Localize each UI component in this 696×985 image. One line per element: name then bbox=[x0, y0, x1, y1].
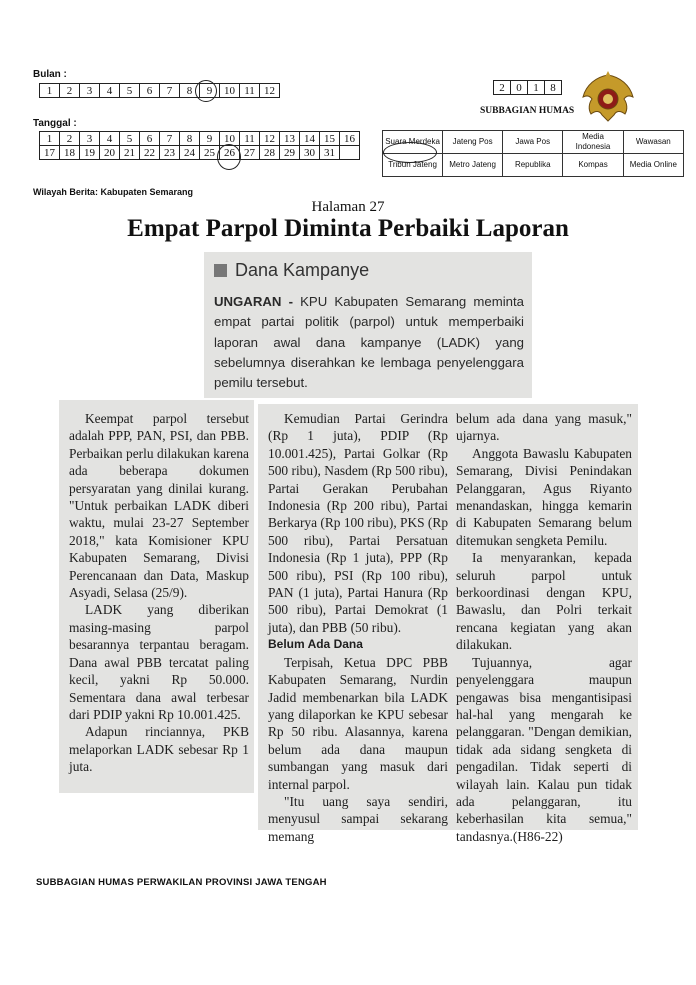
date-cell: 4 bbox=[100, 132, 120, 146]
date-cell: 17 bbox=[40, 146, 60, 160]
month-cell: 5 bbox=[120, 84, 140, 98]
date-cell: 6 bbox=[140, 132, 160, 146]
date-cell: 25 bbox=[200, 146, 220, 160]
col1-paragraph-1: Keempat parpol tersebut adalah PPP, PAN, PSI, dan PBB. Perbaikan perlu dilakukan karena ada beberapa dokumen persyaratan yang dinilai kurang. "Untuk perbaikan LADK diberi waktu, mulai 23-27 September 2018," kata Komisioner KPU Kabupaten Semarang, Divisi Perencanaan dan Data, Maskup Asyadi, Selasa (25/9). bbox=[69, 411, 249, 601]
col2-paragraph-2: Terpisah, Ketua DPC PBB Kabupaten Semarang, Nurdin Jadid membenarkan bila LADK yang dilaporkan ke KPU sebesar Rp 50 ribu. Alasannya, karena belum ada dana maupun sumbangan yang masuk dari internal parpol. bbox=[268, 654, 448, 792]
col3-paragraph-2: Anggota Bawaslu Kabupaten Semarang, Divisi Penindakan Pelanggaran, Agus Riyanto menandaskan, hingga kemarin di Kabupaten Semarang belum ditemukan sengketa Pemilu. bbox=[456, 445, 632, 548]
section-header bbox=[214, 260, 369, 281]
date-cell: 15 bbox=[320, 132, 340, 146]
bulan-label: Bulan : bbox=[33, 69, 67, 80]
date-cell: 8 bbox=[180, 132, 200, 146]
page-number: Halaman 27 bbox=[311, 199, 385, 215]
col2-paragraph-1: Kemudian Partai Gerindra (Rp 1 juta), PDIP (Rp 10.001.425), Partai Golkar (Rp 500 ribu), Nasdem (Rp 500 ribu), Partai Gerakan Perubahan Indonesia (Rp 200 ribu), Partai Berkarya (Rp 100 ribu), PKS (Rp 500 ribu), Partai Persatuan Indonesia (Rp 1 juta), PPP (Rp 500 ribu), PSI (Rp 100 ribu), PAN (1 juta), Partai Hanura (Rp 500 ribu), Partai Demokrat (1 juta), dan PBB (50 ribu). bbox=[268, 411, 449, 635]
wilayah-berita: Wilayah Berita: Kabupaten Semarang bbox=[33, 187, 193, 197]
media-cell: Jawa Pos bbox=[503, 131, 563, 154]
media-cell: Metro Jateng bbox=[443, 154, 503, 177]
lead-text: KPU Kabupaten Semarang meminta empat partai politik (parpol) untuk memperbaiki laporan awal dana kampanye (LADK) yang sebelumnya diserahkan ke lembaga penyelenggara pemilu tersebut. bbox=[214, 294, 524, 391]
month-cell: 8 bbox=[180, 84, 200, 98]
date-cell: 5 bbox=[120, 132, 140, 146]
month-cell: 9 bbox=[200, 84, 220, 98]
month-cell: 7 bbox=[160, 84, 180, 98]
date-cell: 11 bbox=[240, 132, 260, 146]
year-digit-cell: 2 bbox=[494, 81, 511, 95]
date-cell: 12 bbox=[260, 132, 280, 146]
lead-paragraph bbox=[214, 292, 524, 393]
article-title: Empat Parpol Diminta Perbaiki Laporan bbox=[127, 215, 569, 242]
tanggal-grid bbox=[39, 131, 360, 160]
date-cell: 13 bbox=[280, 132, 300, 146]
month-cell: 3 bbox=[80, 84, 100, 98]
selected-date-circle bbox=[217, 144, 241, 170]
media-cell: Media Indonesia bbox=[563, 131, 623, 154]
date-cell: 30 bbox=[300, 146, 320, 160]
garuda-emblem-icon bbox=[578, 69, 638, 127]
column-1-text bbox=[69, 410, 249, 776]
month-cell: 4 bbox=[100, 84, 120, 98]
date-cell: 21 bbox=[120, 146, 140, 160]
media-cell: Media Online bbox=[623, 154, 683, 177]
clip-lead bbox=[204, 252, 532, 398]
month-cell: 1 bbox=[40, 84, 60, 98]
year-digit-cell: 1 bbox=[528, 81, 545, 95]
date-cell: 19 bbox=[80, 146, 100, 160]
date-cell: 16 bbox=[340, 132, 360, 146]
month-cell: 2 bbox=[60, 84, 80, 98]
selected-media-circle bbox=[383, 142, 437, 163]
date-cell: 10 bbox=[220, 132, 240, 146]
column-3-text bbox=[456, 410, 632, 845]
month-cell: 6 bbox=[140, 84, 160, 98]
date-cell: 29 bbox=[280, 146, 300, 160]
date-cell: 2 bbox=[60, 132, 80, 146]
media-cell: Republika bbox=[503, 154, 563, 177]
month-cell: 10 bbox=[220, 84, 240, 98]
date-cell: 22 bbox=[140, 146, 160, 160]
footer-org: SUBBAGIAN HUMAS PERWAKILAN PROVINSI JAWA TENGAH bbox=[36, 877, 327, 888]
clip-columns-2-3 bbox=[258, 404, 638, 844]
month-cell: 12 bbox=[260, 84, 280, 98]
media-cell: Wawasan bbox=[623, 131, 683, 154]
year-grid bbox=[493, 80, 562, 95]
clip-column-1 bbox=[59, 400, 254, 793]
date-cell: 26 bbox=[220, 146, 240, 160]
org-label: SUBBAGIAN HUMAS bbox=[480, 106, 575, 116]
col2-paragraph-3: "Itu uang saya sendiri, menyusul sampai sekarang memang bbox=[268, 793, 448, 844]
section-square-icon bbox=[214, 264, 227, 277]
selected-month-circle bbox=[195, 80, 217, 102]
date-cell: 24 bbox=[180, 146, 200, 160]
date-cell: 1 bbox=[40, 132, 60, 146]
date-cell bbox=[340, 146, 360, 160]
date-cell: 27 bbox=[240, 146, 260, 160]
col1-paragraph-3: Adapun rinciannya, PKB melaporkan LADK sebesar Rp 1 juta. bbox=[69, 724, 249, 775]
date-cell: 3 bbox=[80, 132, 100, 146]
date-cell: 28 bbox=[260, 146, 280, 160]
tanggal-label: Tanggal : bbox=[33, 118, 77, 129]
col2-subheading: Belum Ada Dana bbox=[268, 637, 363, 652]
date-cell: 20 bbox=[100, 146, 120, 160]
media-cell: Tribun Jateng bbox=[383, 154, 443, 177]
col3-paragraph-3: Ia menyarankan, kepada seluruh parpol untuk berkoordinasi dengan KPU, Bawaslu, dan Polri terkait rencana kegiatan yang akan dilakukan. bbox=[456, 550, 632, 653]
date-cell: 31 bbox=[320, 146, 340, 160]
year-digit-cell: 0 bbox=[511, 81, 528, 95]
month-cell: 11 bbox=[240, 84, 260, 98]
bulan-grid bbox=[39, 83, 280, 98]
column-2-text bbox=[268, 410, 448, 845]
col1-paragraph-2: LADK yang diberikan masing-masing parpol besarannya terpantau beragam. Dana awal PBB tercatat paling kecil, yakni Rp 50.000. Sementara dana awal terbesar dari PDIP yakni Rp 10.001.425. bbox=[69, 602, 249, 722]
media-cell: Jateng Pos bbox=[443, 131, 503, 154]
date-cell: 14 bbox=[300, 132, 320, 146]
date-cell: 18 bbox=[60, 146, 80, 160]
date-cell: 9 bbox=[200, 132, 220, 146]
col3-paragraph-1: belum ada dana yang masuk," ujarnya. bbox=[456, 411, 632, 444]
date-cell: 23 bbox=[160, 146, 180, 160]
media-cell: Suara Merdeka bbox=[383, 131, 443, 154]
section-title: Dana Kampanye bbox=[235, 260, 370, 280]
col3-paragraph-4: Tujuannya, agar penyelenggara maupun pengawas bisa mengantisipasi hal-hal yang mengarah ke pelanggaran. "Dengan demikian, tidak ada sidang sengketa di pengadilan. Tidak seperti di wilayah lain. Kalau pun tidak ada pelanggaran, itu keberhasilan kita semua," tandasnya.(H86-22) bbox=[456, 654, 632, 844]
year-digit-cell: 8 bbox=[545, 81, 562, 95]
date-cell: 7 bbox=[160, 132, 180, 146]
media-cell: Kompas bbox=[563, 154, 623, 177]
lead-dateline: UNGARAN - bbox=[214, 294, 293, 309]
